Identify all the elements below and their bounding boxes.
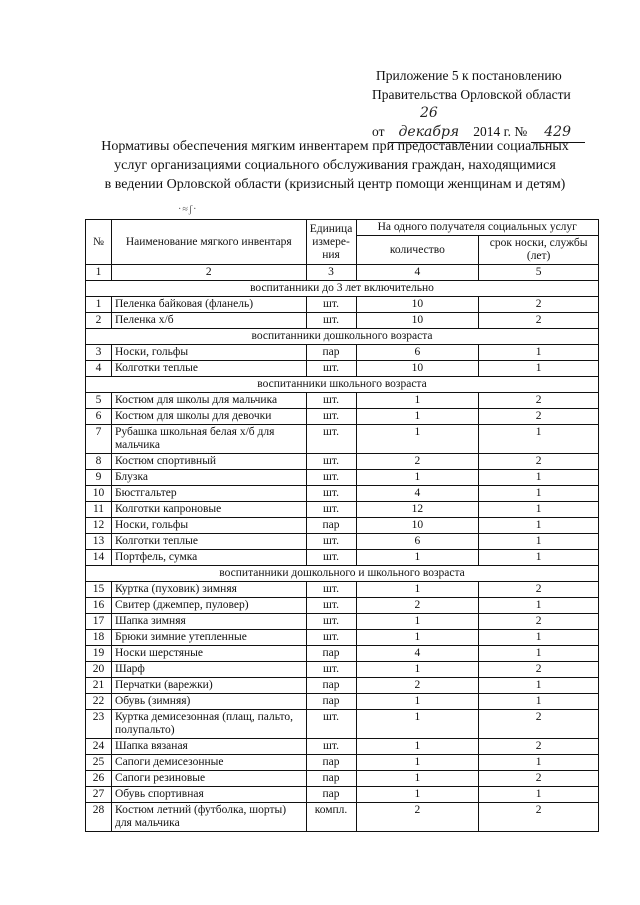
item-unit: шт.	[306, 470, 356, 486]
column-number: 5	[479, 265, 599, 281]
item-unit: шт.	[306, 409, 356, 425]
item-term: 1	[479, 550, 599, 566]
item-name: Шарф	[111, 662, 306, 678]
item-name: Перчатки (варежки)	[111, 678, 306, 694]
item-unit: шт.	[306, 550, 356, 566]
table-row	[86, 582, 599, 598]
item-name: Шапка зимняя	[111, 614, 306, 630]
item-name: Рубашка школьная белая х/б для мальчика	[111, 425, 306, 454]
row-number: 10	[86, 486, 112, 502]
item-quantity: 1	[356, 614, 479, 630]
title-line-3: в ведении Орловской области (кризисный центр помощи женщинам и детям)	[104, 177, 566, 192]
row-number: 3	[86, 345, 112, 361]
item-name: Шапка вязаная	[111, 739, 306, 755]
table-row	[86, 361, 599, 377]
item-quantity: 1	[356, 393, 479, 409]
item-term: 1	[479, 502, 599, 518]
item-unit: пар	[306, 771, 356, 787]
item-term: 2	[479, 614, 599, 630]
table-body	[86, 281, 599, 832]
section-title: воспитанники дошкольного и школьного возраста	[86, 566, 599, 582]
row-number: 12	[86, 518, 112, 534]
item-unit: шт.	[306, 502, 356, 518]
item-term: 2	[479, 297, 599, 313]
item-term: 1	[479, 361, 599, 377]
item-quantity: 10	[356, 361, 479, 377]
table-row	[86, 598, 599, 614]
item-name: Костюм летний (футболка, шорты) для мальчика	[111, 803, 306, 832]
table-row	[86, 755, 599, 771]
item-quantity: 10	[356, 297, 479, 313]
handwritten-date: 26 декабря	[388, 104, 470, 143]
item-name: Носки шерстяные	[111, 646, 306, 662]
table-row	[86, 771, 599, 787]
item-quantity: 1	[356, 550, 479, 566]
item-name: Сапоги демисезонные	[111, 755, 306, 771]
row-number: 6	[86, 409, 112, 425]
approval-from-label: от	[372, 124, 385, 139]
item-unit: шт.	[306, 425, 356, 454]
column-number-row	[86, 265, 599, 281]
item-name: Пеленка х/б	[111, 313, 306, 329]
item-quantity: 1	[356, 662, 479, 678]
item-term: 1	[479, 755, 599, 771]
row-number: 1	[86, 297, 112, 313]
item-name: Пеленка байковая (фланель)	[111, 297, 306, 313]
item-quantity: 4	[356, 646, 479, 662]
row-number: 11	[86, 502, 112, 518]
table-row	[86, 678, 599, 694]
row-number: 17	[86, 614, 112, 630]
row-number: 8	[86, 454, 112, 470]
item-quantity: 1	[356, 470, 479, 486]
item-unit: пар	[306, 755, 356, 771]
table-row	[86, 470, 599, 486]
item-quantity: 1	[356, 710, 479, 739]
item-quantity: 10	[356, 518, 479, 534]
item-term: 2	[479, 454, 599, 470]
item-unit: пар	[306, 518, 356, 534]
item-quantity: 2	[356, 803, 479, 832]
row-number: 19	[86, 646, 112, 662]
item-quantity: 1	[356, 694, 479, 710]
item-name: Куртка демисезонная (плащ, пальто, полупальто)	[111, 710, 306, 739]
item-unit: шт.	[306, 630, 356, 646]
row-number: 18	[86, 630, 112, 646]
inventory-table	[85, 219, 599, 832]
item-quantity: 10	[356, 313, 479, 329]
item-name: Костюм для школы для девочки	[111, 409, 306, 425]
table-row	[86, 409, 599, 425]
row-number: 28	[86, 803, 112, 832]
row-number: 24	[86, 739, 112, 755]
item-unit: пар	[306, 678, 356, 694]
item-name: Куртка (пуховик) зимняя	[111, 582, 306, 598]
item-unit: шт.	[306, 313, 356, 329]
handwritten-number: 429	[531, 123, 585, 143]
item-quantity: 1	[356, 425, 479, 454]
row-number: 23	[86, 710, 112, 739]
item-name: Колготки теплые	[111, 361, 306, 377]
row-number: 21	[86, 678, 112, 694]
section-row	[86, 329, 599, 345]
header-num: №	[86, 220, 112, 265]
column-number: 1	[86, 265, 112, 281]
approval-line-1: Приложение 5 к постановлению	[376, 68, 562, 83]
table-row	[86, 393, 599, 409]
item-term: 1	[479, 345, 599, 361]
row-number: 25	[86, 755, 112, 771]
row-number: 14	[86, 550, 112, 566]
table-row	[86, 297, 599, 313]
item-name: Брюки зимние утепленные	[111, 630, 306, 646]
table-row	[86, 518, 599, 534]
item-unit: шт.	[306, 534, 356, 550]
table-row	[86, 345, 599, 361]
table-row	[86, 614, 599, 630]
item-term: 2	[479, 771, 599, 787]
section-title: воспитанники до 3 лет включительно	[86, 281, 599, 297]
item-unit: пар	[306, 694, 356, 710]
approval-year: 2014 г. №	[473, 124, 528, 139]
item-term: 2	[479, 739, 599, 755]
item-name: Костюм для школы для мальчика	[111, 393, 306, 409]
item-term: 2	[479, 803, 599, 832]
item-term: 1	[479, 486, 599, 502]
table-row	[86, 662, 599, 678]
item-quantity: 1	[356, 771, 479, 787]
row-number: 9	[86, 470, 112, 486]
section-row	[86, 281, 599, 297]
row-number: 26	[86, 771, 112, 787]
item-quantity: 1	[356, 409, 479, 425]
item-term: 1	[479, 470, 599, 486]
item-term: 1	[479, 678, 599, 694]
table-header-row	[86, 220, 599, 236]
header-term: срок носки, службы (лет)	[479, 236, 599, 265]
section-title: воспитанники дошкольного возраста	[86, 329, 599, 345]
title-line-2: услуг организациями социального обслуживания граждан, находящимися	[114, 158, 556, 173]
item-name: Блузка	[111, 470, 306, 486]
row-number: 22	[86, 694, 112, 710]
row-number: 13	[86, 534, 112, 550]
item-quantity: 6	[356, 534, 479, 550]
approval-line-2: Правительства Орловской области	[372, 87, 571, 102]
document-title	[70, 137, 600, 194]
table-row	[86, 739, 599, 755]
item-name: Колготки теплые	[111, 534, 306, 550]
table-row	[86, 313, 599, 329]
item-unit: шт.	[306, 710, 356, 739]
item-term: 1	[479, 630, 599, 646]
item-unit: шт.	[306, 598, 356, 614]
row-number: 4	[86, 361, 112, 377]
column-number: 4	[356, 265, 479, 281]
item-quantity: 2	[356, 598, 479, 614]
item-term: 1	[479, 518, 599, 534]
section-row	[86, 377, 599, 393]
section-title: воспитанники школьного возраста	[86, 377, 599, 393]
column-number: 2	[111, 265, 306, 281]
column-number: 3	[306, 265, 356, 281]
item-term: 1	[479, 534, 599, 550]
item-unit: шт.	[306, 393, 356, 409]
item-name: Обувь спортивная	[111, 787, 306, 803]
item-term: 1	[479, 646, 599, 662]
item-name: Сапоги резиновые	[111, 771, 306, 787]
table-row	[86, 550, 599, 566]
table-row	[86, 646, 599, 662]
item-quantity: 1	[356, 739, 479, 755]
row-number: 7	[86, 425, 112, 454]
item-name: Портфель, сумка	[111, 550, 306, 566]
item-unit: шт.	[306, 582, 356, 598]
item-unit: шт.	[306, 739, 356, 755]
item-quantity: 6	[356, 345, 479, 361]
item-unit: пар	[306, 345, 356, 361]
row-number: 20	[86, 662, 112, 678]
item-quantity: 2	[356, 678, 479, 694]
section-row	[86, 566, 599, 582]
table-row	[86, 425, 599, 454]
pen-scribble: ·≈ʃ·	[178, 204, 198, 215]
row-number: 15	[86, 582, 112, 598]
item-unit: компл.	[306, 803, 356, 832]
item-unit: шт.	[306, 297, 356, 313]
table-row	[86, 710, 599, 739]
header-quantity: количество	[356, 236, 479, 265]
table-row	[86, 534, 599, 550]
row-number: 5	[86, 393, 112, 409]
item-name: Носки, гольфы	[111, 518, 306, 534]
item-unit: шт.	[306, 361, 356, 377]
item-unit: шт.	[306, 662, 356, 678]
table-row	[86, 502, 599, 518]
item-name: Колготки капроновые	[111, 502, 306, 518]
row-number: 27	[86, 787, 112, 803]
item-term: 1	[479, 425, 599, 454]
item-quantity: 1	[356, 630, 479, 646]
item-unit: шт.	[306, 454, 356, 470]
item-term: 1	[479, 694, 599, 710]
item-quantity: 12	[356, 502, 479, 518]
item-term: 2	[479, 313, 599, 329]
item-unit: шт.	[306, 486, 356, 502]
table-row	[86, 787, 599, 803]
header-unit: Единица измере-ния	[306, 220, 356, 265]
item-quantity: 2	[356, 454, 479, 470]
item-term: 2	[479, 662, 599, 678]
item-term: 2	[479, 409, 599, 425]
title-line-1: Нормативы обеспечения мягким инвентарем при предоставлении социальных	[101, 139, 569, 154]
table-row	[86, 486, 599, 502]
item-name: Носки, гольфы	[111, 345, 306, 361]
table-row	[86, 803, 599, 832]
item-unit: пар	[306, 646, 356, 662]
table-row	[86, 454, 599, 470]
item-name: Бюстгальтер	[111, 486, 306, 502]
table-row	[86, 630, 599, 646]
item-term: 1	[479, 598, 599, 614]
item-unit: пар	[306, 787, 356, 803]
approval-block	[372, 66, 612, 143]
row-number: 16	[86, 598, 112, 614]
item-term: 2	[479, 582, 599, 598]
item-name: Свитер (джемпер, пуловер)	[111, 598, 306, 614]
item-term: 2	[479, 393, 599, 409]
item-quantity: 4	[356, 486, 479, 502]
row-number: 2	[86, 313, 112, 329]
item-unit: шт.	[306, 614, 356, 630]
table-row	[86, 694, 599, 710]
item-term: 1	[479, 787, 599, 803]
item-term: 2	[479, 710, 599, 739]
item-name: Обувь (зимняя)	[111, 694, 306, 710]
item-quantity: 1	[356, 755, 479, 771]
item-quantity: 1	[356, 582, 479, 598]
header-per-recipient: На одного получателя социальных услуг	[356, 220, 599, 236]
header-name: Наименование мягкого инвентаря	[111, 220, 306, 265]
item-name: Костюм спортивный	[111, 454, 306, 470]
item-quantity: 1	[356, 787, 479, 803]
